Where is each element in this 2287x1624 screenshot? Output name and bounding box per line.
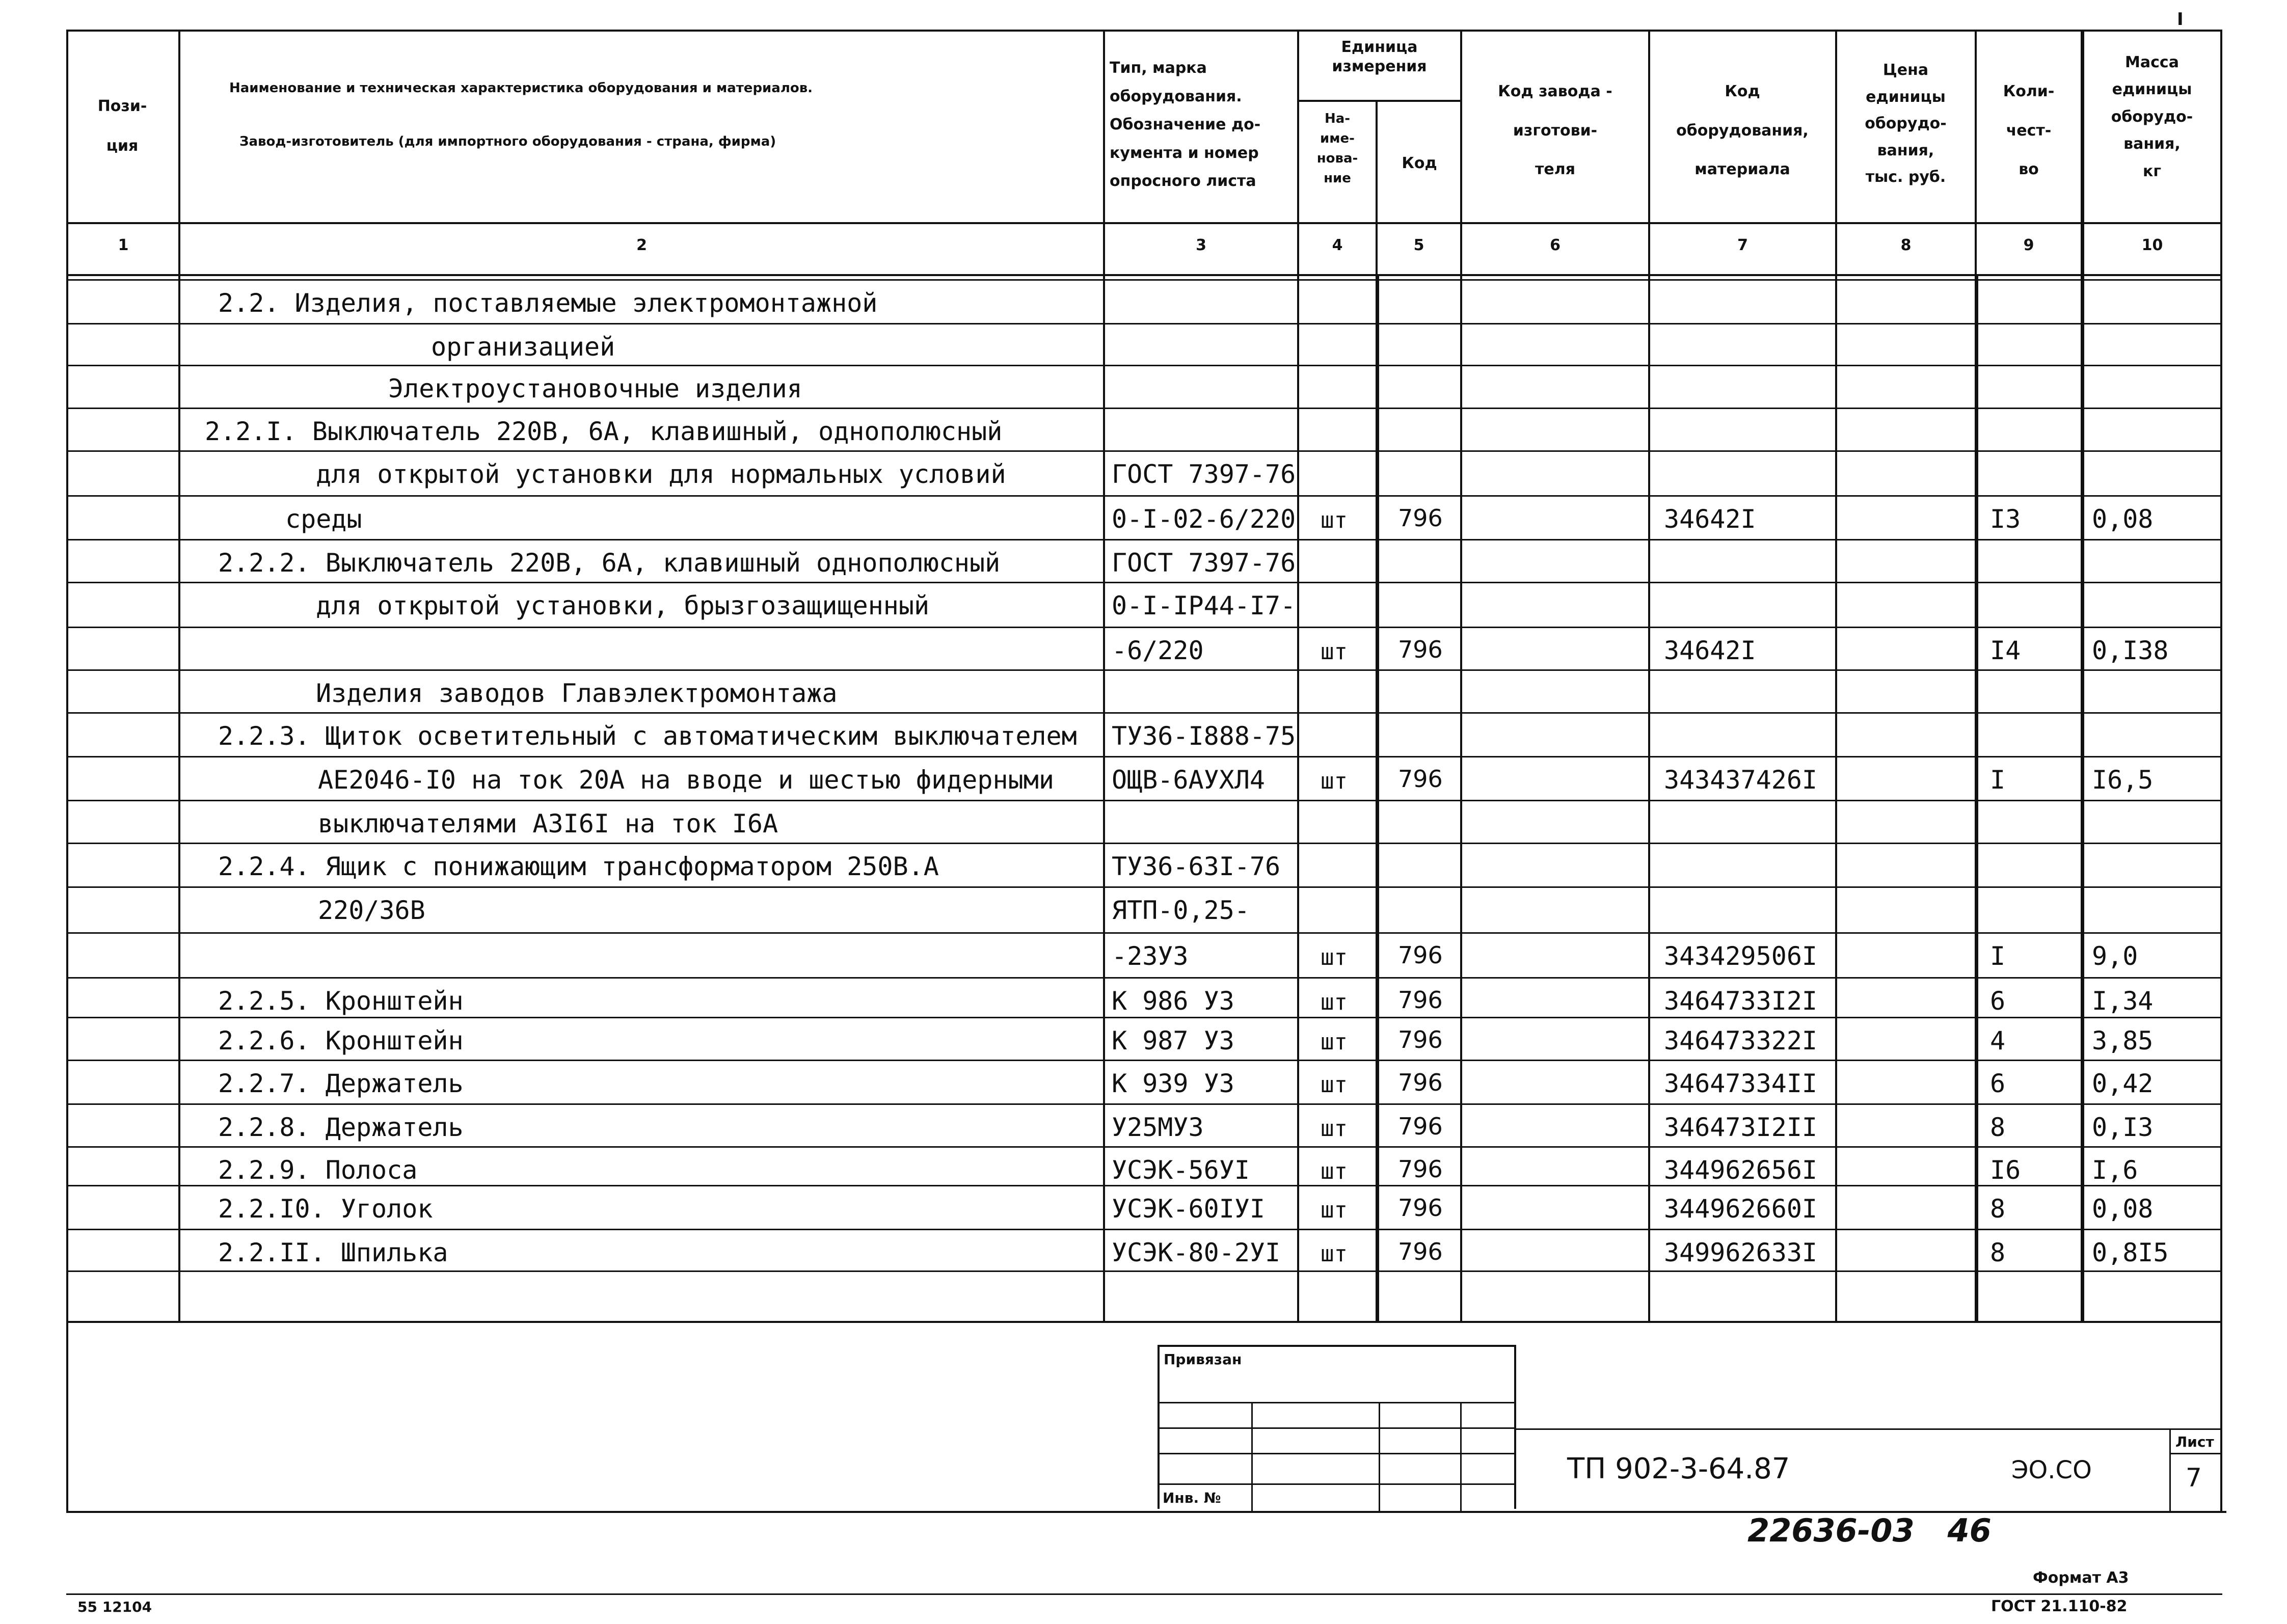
row-material-code: 343437426I	[1664, 765, 1818, 795]
row-separator	[66, 279, 2222, 281]
sheet-label: Лист	[2175, 1433, 2214, 1450]
header-mass: Масса единицы оборудо- вания, кг	[2111, 53, 2193, 180]
row-separator	[66, 627, 2222, 628]
row-type: ОЩВ-6АУХЛ4	[1112, 765, 1266, 795]
row-material-code: 343429506I	[1664, 941, 1818, 971]
row-name: 2.2.I. Выключатель 220В, 6А, клавишный, однополюсный	[205, 417, 1003, 446]
sheet-box-left	[2169, 1428, 2171, 1512]
row-unit: шт	[1321, 768, 1348, 794]
row-mass: I6,5	[2092, 765, 2154, 795]
row-unit: шт	[1321, 1197, 1348, 1223]
vline-c9-thick	[1975, 274, 1978, 1323]
row-name: 220/36В	[318, 896, 425, 925]
row-separator	[66, 1270, 2222, 1272]
row-unit-code: 796	[1398, 1113, 1443, 1140]
row-material-code: 34647334II	[1664, 1069, 1818, 1098]
stamp-privyazan-label: Привязан	[1164, 1351, 1242, 1368]
row-type: ГОСТ 7397-76	[1112, 459, 1296, 489]
table-top-border	[66, 30, 2222, 32]
row-separator	[66, 1146, 2222, 1148]
row-mass: 0,I3	[2092, 1113, 2154, 1142]
row-material-code: 344962660I	[1664, 1194, 1818, 1224]
vline-right	[2220, 30, 2222, 1513]
row-name: 2.2.4. Ящик с понижающим трансформатором 250В.А	[218, 852, 939, 881]
header-quantity: Коли- чест- во	[2003, 83, 2055, 178]
row-unit-code: 796	[1398, 636, 1443, 663]
row-unit-code: 796	[1398, 941, 1443, 969]
row-type: ТУ36-I888-75	[1112, 721, 1296, 751]
row-unit: шт	[1321, 639, 1348, 665]
row-quantity: I4	[1990, 636, 2021, 665]
row-type: У25МУ3	[1112, 1113, 1204, 1142]
row-name: 2.2.7. Держатель	[218, 1069, 464, 1098]
footer-line	[66, 1593, 2222, 1595]
row-name: 2.2.5. Кронштейн	[218, 986, 464, 1016]
row-type: 0-I-02-6/220	[1112, 504, 1296, 534]
row-mass: 0,8I5	[2092, 1238, 2169, 1267]
row-unit-code: 796	[1398, 504, 1443, 532]
header-name-line2: Завод-изготовитель (для импортного оборудования - страна, фирма)	[239, 134, 776, 149]
document-code: ЭО.СО	[2011, 1456, 2092, 1484]
row-unit: шт	[1321, 1029, 1348, 1055]
row-quantity: I6	[1990, 1155, 2021, 1185]
row-unit-code: 796	[1398, 765, 1443, 793]
sheet-number: 7	[2186, 1463, 2202, 1493]
row-unit: шт	[1321, 1072, 1348, 1098]
row-unit-code: 796	[1398, 1194, 1443, 1222]
colnum-10: 10	[2141, 236, 2163, 254]
row-name: Электроустановочные изделия	[388, 374, 802, 403]
row-separator	[66, 1017, 2222, 1018]
row-quantity: 4	[1990, 1026, 2006, 1055]
row-name: Изделия заводов Главэлектромонтажа	[316, 679, 838, 708]
stamp-line-3	[1158, 1453, 1516, 1454]
row-mass: 0,08	[2092, 1194, 2154, 1224]
row-unit: шт	[1321, 1116, 1348, 1142]
stamp-line-1	[1158, 1402, 1516, 1403]
sheet-box-mid	[2169, 1453, 2222, 1454]
row-type: ЯТП-0,25-	[1112, 896, 1250, 925]
row-separator	[66, 886, 2222, 888]
header-material-code: Код оборудования, материала	[1676, 83, 1809, 178]
header-unit-code: Код	[1402, 154, 1437, 172]
row-quantity: 8	[1990, 1113, 2006, 1142]
row-type: ТУ36-63I-76	[1112, 852, 1281, 881]
vline-c8	[1835, 30, 1837, 1323]
row-unit: шт	[1321, 989, 1348, 1015]
row-name: 2.2.3. Щиток осветительный с автоматическим выключателем	[218, 721, 1077, 751]
footer-format: Формат А3	[2033, 1569, 2129, 1587]
row-unit-code: 796	[1398, 1026, 1443, 1053]
header-unit-name: На- име- нова- ние	[1316, 111, 1358, 186]
row-type: К 987 У3	[1112, 1026, 1234, 1055]
row-type: К 986 У3	[1112, 986, 1234, 1016]
row-unit: шт	[1321, 1158, 1348, 1184]
vline-c1	[178, 30, 180, 1323]
row-type: ГОСТ 7397-76	[1112, 548, 1296, 578]
row-quantity: 8	[1990, 1194, 2006, 1224]
header-bottom-border	[66, 222, 2222, 224]
vline-c5	[1376, 274, 1379, 1323]
row-name: 2.2.6. Кронштейн	[218, 1026, 464, 1055]
header-factory-code: Код завода - изготови- теля	[1498, 83, 1612, 178]
row-name: среды	[285, 504, 362, 534]
row-mass: 0,I38	[2092, 636, 2169, 665]
row-separator	[66, 843, 2222, 844]
row-material-code: 34642I	[1664, 636, 1756, 665]
footer-left-code: 55 12104	[77, 1599, 152, 1615]
row-name: 2.2.2. Выключатель 220В, 6А, клавишный однополюсный	[218, 548, 1001, 578]
row-type: К 939 У3	[1112, 1069, 1234, 1098]
row-separator	[66, 669, 2222, 671]
colnum-bottom-border	[66, 274, 2222, 276]
row-type: УСЭК-60IУI	[1112, 1194, 1266, 1224]
row-mass: 0,08	[2092, 504, 2154, 534]
row-unit-code: 796	[1398, 1238, 1443, 1265]
document-number: ТП 902-3-64.87	[1567, 1452, 1790, 1485]
row-separator	[66, 365, 2222, 366]
header-type: Тип, марка оборудования. Обозначение до- кумента и номер опросного листа	[1110, 59, 1261, 190]
row-separator	[66, 1060, 2222, 1061]
colnum-9: 9	[2023, 236, 2034, 254]
vline-c10	[2081, 30, 2084, 1323]
vline-c6	[1460, 30, 1462, 1323]
row-unit-code: 796	[1398, 1069, 1443, 1096]
vline-c2	[1103, 30, 1105, 1323]
stamp-vline-1	[1251, 1402, 1253, 1511]
row-separator	[66, 582, 2222, 583]
row-name: 2.2.II. Шпилька	[218, 1238, 448, 1267]
row-quantity: I	[1990, 765, 2006, 795]
row-separator	[66, 756, 2222, 757]
vline-c7	[1648, 30, 1650, 1323]
row-unit: шт	[1321, 944, 1348, 970]
unit-subheader-line	[1297, 100, 1460, 102]
row-quantity: 6	[1990, 1069, 2006, 1098]
row-name: 2.2.9. Полоса	[218, 1155, 418, 1185]
header-price: Цена единицы оборудо- вания, тыс. руб.	[1865, 61, 1947, 186]
row-material-code: 346473I2II	[1664, 1113, 1818, 1142]
row-material-code: 349962633I	[1664, 1238, 1818, 1267]
table-bottom-border	[66, 1321, 2222, 1323]
stamp-line-4	[1158, 1483, 1516, 1485]
row-material-code: 344962656I	[1664, 1155, 1818, 1185]
handwritten-archive-number: 22636-03 46	[1747, 1512, 1992, 1549]
row-type: -23У3	[1112, 941, 1189, 971]
row-name: для открытой установки, брызгозащищенный	[316, 591, 930, 620]
colnum-8: 8	[1900, 236, 1912, 254]
row-name: организацией	[431, 332, 615, 362]
header-unit-group: Единица измерения	[1332, 38, 1427, 75]
row-separator	[66, 712, 2222, 714]
row-name: 2.2.I0. Уголок	[218, 1194, 433, 1224]
row-name: выключателями А3I6I на ток I6А	[318, 809, 778, 838]
row-separator	[66, 1103, 2222, 1105]
row-material-code: 34642I	[1664, 504, 1756, 534]
colnum-4: 4	[1332, 236, 1343, 254]
row-separator	[66, 408, 2222, 409]
row-name: 2.2. Изделия, поставляемые электромонтажной	[218, 288, 878, 318]
row-quantity: I	[1990, 941, 2006, 971]
colnum-6: 6	[1550, 236, 1560, 254]
row-separator	[66, 932, 2222, 934]
row-type: УСЭК-56УI	[1112, 1155, 1250, 1185]
colnum-7: 7	[1737, 236, 1748, 254]
stamp-inv-label: Инв. №	[1163, 1490, 1221, 1506]
row-separator	[66, 495, 2222, 497]
row-quantity: I3	[1990, 504, 2021, 534]
footer-gost: ГОСТ 21.110-82	[1991, 1598, 2128, 1615]
row-separator	[66, 800, 2222, 801]
row-type: -6/220	[1112, 636, 1204, 665]
row-separator	[66, 977, 2222, 979]
row-mass: I,6	[2092, 1155, 2138, 1185]
colnum-1: 1	[118, 236, 129, 254]
row-quantity: 6	[1990, 986, 2006, 1016]
colnum-3: 3	[1196, 236, 1206, 254]
row-unit-code: 796	[1398, 986, 1443, 1014]
row-mass: I,34	[2092, 986, 2154, 1016]
row-separator	[66, 1229, 2222, 1230]
row-name: для открытой установки для нормальных условий	[316, 459, 1006, 489]
row-separator	[66, 1185, 2222, 1186]
colnum-2: 2	[636, 236, 647, 254]
row-unit: шт	[1321, 1241, 1348, 1267]
row-type: УСЭК-80-2УI	[1112, 1238, 1281, 1267]
row-unit-code: 796	[1398, 1155, 1443, 1183]
header-position: Пози- ция	[97, 97, 147, 155]
colnum-5: 5	[1413, 236, 1424, 254]
row-type: 0-I-IP44-I7-	[1112, 591, 1296, 620]
title-block-top	[1516, 1428, 2222, 1430]
row-material-code: 346473322I	[1664, 1026, 1818, 1055]
row-separator	[66, 450, 2222, 452]
row-material-code: 3464733I2I	[1664, 986, 1818, 1016]
stamp-line-2	[1158, 1427, 1516, 1429]
header-name-line1: Наименование и техническая характеристика оборудования и материалов.	[229, 80, 813, 96]
row-quantity: 8	[1990, 1238, 2006, 1267]
row-mass: 0,42	[2092, 1069, 2154, 1098]
row-name: АЕ2046-I0 на ток 20А на вводе и шестью фидерными	[318, 765, 1054, 795]
row-name: 2.2.8. Держатель	[218, 1113, 464, 1142]
row-separator	[66, 539, 2222, 540]
row-mass: 9,0	[2092, 941, 2138, 971]
row-unit: шт	[1321, 507, 1348, 533]
stamp-vline-2	[1379, 1402, 1380, 1511]
row-mass: 3,85	[2092, 1026, 2154, 1055]
vline-c3	[1297, 30, 1299, 1323]
stamp-vline-3	[1460, 1402, 1462, 1511]
corner-mark: I	[2177, 9, 2184, 30]
row-separator	[66, 323, 2222, 324]
